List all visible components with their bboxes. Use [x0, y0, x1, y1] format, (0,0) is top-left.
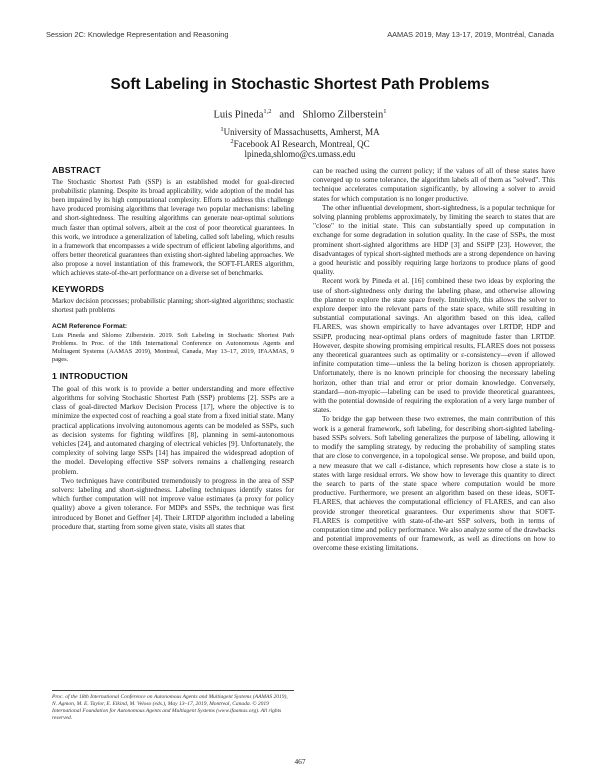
author-1: Luis Pineda [213, 109, 264, 121]
author-2: Shlomo Zilberstein [302, 109, 384, 121]
author-and: and [279, 109, 295, 121]
keywords-text: Markov decision processes; probabilistic planning; short-sighted algorithms; stochastic shortest path problems [52, 297, 294, 315]
header-conference: AAMAS 2019, May 13-17, 2019, Montréal, Canada [387, 30, 554, 39]
page-number: 467 [294, 757, 306, 766]
copyright-footnote [52, 690, 294, 722]
right-paragraph-2: The other influential development, short-sightedness, is a popular technique for solving planning problems approximately, by limiting the search to states that are "close" to the initial state. This can substantially speed up computation in exchange for some degradation in solution quality. In the case of SSPs, the most prominent short-sighted algorithms are HDP [3] and SSiPP [23]. However, the disadvantages of typical short-sighted methods are a strong dependence on having a good heuristic and possibly requiring large horizons to produce plans of good quality. [313, 202, 555, 277]
author-2-affil: 1 [383, 108, 387, 115]
acm-reference-text: Luis Pineda and Shlomo Zilberstein. 2019. Soft Labeling in Stochastic Shortest Path Problems. In Proc. of the 18th International Conference on Autonomous Agents and Multiagent Systems (AAMAS 2019), Montreal, Canada, May 13–17, 2019, IFAAMAS, 9 pages. [52, 331, 294, 364]
footnote-text: Proc. of the 18th International Conference on Autonomous Agents and Multiagent Systems (AAMAS 2019), N. Agmon, M. E. Taylor, E. Elkind, M. Veloso (eds.), May 13–17, 2019, Montreal, Canada. © 2019 International Foundation for Autonomous Agents and Multiagent Systems (www.ifaamas.org). All rights reserved. [52, 694, 288, 722]
right-paragraph-1: can be reached using the current policy; if the values of all of these states have converged up to some tolerance, the algorithm labels all of them as "solved". This technique accelerates computation significantly, by allowing a solver to avoid states for which computation is no longer productive. [313, 166, 555, 203]
affiliation-1-text: University of Massachusetts, Amherst, MA [223, 127, 380, 137]
author-1-affil: 1,2 [263, 108, 272, 115]
abstract-heading: ABSTRACT [52, 165, 101, 175]
running-header [46, 30, 554, 42]
paper-title: Soft Labeling in Stochastic Shortest Path Problems [110, 76, 490, 93]
header-session: Session 2C: Knowledge Representation and Reasoning [46, 30, 229, 39]
affiliation-1-mark: 1 [220, 126, 224, 133]
right-column [313, 166, 555, 553]
introduction-heading: 1 INTRODUCTION [52, 370, 128, 381]
intro-paragraph-2: Two techniques have contributed tremendously to progress in the area of SSP solvers: labeling and short-sightedness. Labeling techniques identify states for which further computation will not improve value estimates (a proxy for policy quality) above a given tolerance. For MDPs and SSPs, the technique was first introduced by Bonet and Geffner [4]. Their LRTDP algorithm included a labeling procedure that, starting from some given state, visits all states that [52, 475, 294, 531]
right-paragraph-4: To bridge the gap between these two extremes, the main contribution of this work is a general framework, soft labeling, for describing short-sighted labeling-based SSPs solvers. Soft labeling generalizes the purpose of labeling, allowing it to modify the sampling strategy, by reducing the probability of sampling states that are close to convergence, in a topological sense. We propose, and build upon, a new measure that we call ε-distance, which represents how close a state is to states with large residual errors. We show how to leverage this quantity to direct the search to parts of the state space where computation would be more productive. Furthermore, we present an algorithm based on these ideas, SOFT-FLARES, that achieves the computational efficiency of FLARES, and can also provide stronger theoretical guarantees. Our experiments show that SOFT-FLARES is competitive with state-of-the-art SSP solvers, both in terms of computation time and policy performance. We also analyze some of the drawbacks and potential improvements of our framework, as well as directions on how to overcome these existing limitations. [313, 414, 556, 553]
keywords-heading: KEYWORDS [52, 284, 105, 295]
affiliation-2-text: Facebook AI Research, Montreal, QC [233, 139, 370, 149]
acm-reference-heading: ACM Reference Format: [52, 323, 128, 331]
left-column [52, 166, 294, 531]
author-line [0, 108, 600, 121]
abstract-text: The Stochastic Shortest Path (SSP) is an established model for goal-directed probabilistic planning. Despite its broad applicability, wide adoption of the model has been impaired by its high computational complexity. Efforts to address this challenge have produced promising algorithms that leverage two popular mechanisms: labeling and short-sightedness. The resulting algorithms can generate near-optimal solutions much faster than optimal solvers, albeit at the cost of poor theoretical guarantees. In this work, we introduce a generalization of labeling, called soft labeling, which results in a framework that encompasses a wide spectrum of efficient labeling algorithms, and offers better theoretical guarantees than existing short-sighted labeling approaches. We also propose a novel instantiation of this framework, the SOFT-FLARES algorithm, which achieves state-of-the-art performance on a diverse set of benchmarks. [52, 178, 294, 278]
right-paragraph-3: Recent work by Pineda et al. [16] combined these two ideas by exploring the use of short-sightedness only during the labeling phase, and otherwise allowing the planner to explore the state space freely. Intuitively, this allows the solver to explore deeper into the relevant parts of the state space, while still resulting in substantial computational savings. An algorithm based on this idea, called FLARES, was shown empirically to have advantages over LRTDP, HDP and SSiPP, producing near-optimal plans orders of magnitude faster than LRTDP. However, despite showing promising empirical results, FLARES does not possess any theoretical guarantees such as optimality or ε-consistency—even if allowed infinite computation time—unless the la beling horizon is chosen appropriately. Unfortunately, there is no known principle for choosing the necessary labeling horizon, other than trial and error or prior domain knowledge. Conversely, standard—non-myopic—labeling can be used to provide theoretical guarantees, with the potential downside of requiring the exploration of a very large number of states. [313, 276, 555, 415]
author-email: lpineda,shlomo@cs.umass.edu [244, 149, 356, 159]
intro-paragraph-1: The goal of this work is to provide a better understanding and more effective algorithms for solving Stochastic Shortest Path (SSP) problems [2]. SSPs are a class of goal-directed Markov Decision Process [17], where the objective is to minimize the expected cost of reaching a goal state from a fixed initial state. Many practical applications involving autonomous agents can be modeled as SSPs, such as decision systems for fighting wildfires [8], planning in semi-autonomous vehicles [24], and automated charging of electrical vehicles [9]. Unfortunately, the complexity of solving large SSPs [14] has impaired the widespread adoption of the model. Developing effective SSP solvers remains a challenging research problem. [52, 383, 294, 476]
affiliation-2-mark: 2 [230, 138, 234, 145]
